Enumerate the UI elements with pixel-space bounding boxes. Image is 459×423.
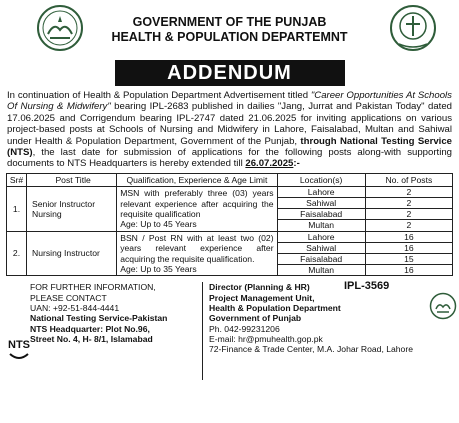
phone-line: Ph. 042-99231206 bbox=[209, 323, 280, 334]
deadline-date: 26.07.2025 bbox=[245, 158, 294, 170]
please-contact-line: PLEASE CONTACT bbox=[30, 292, 107, 303]
further-info-line: FOR FURTHER INFORMATION, bbox=[30, 282, 156, 293]
location-cell: Lahore bbox=[277, 186, 365, 197]
department-line: Health & Population Department bbox=[209, 303, 341, 314]
posts-count-cell: 2 bbox=[365, 220, 452, 231]
location-cell: Faisalabad bbox=[277, 254, 365, 265]
punjab-seal-small-icon bbox=[429, 292, 457, 320]
posts-count-cell: 2 bbox=[365, 186, 452, 197]
posts-count-cell: 15 bbox=[365, 254, 452, 265]
nts-logo-icon bbox=[8, 318, 30, 370]
email-line: E-mail: hr@pmuhealth.gop.pk bbox=[209, 333, 323, 344]
location-cell: Lahore bbox=[277, 231, 365, 242]
dept-line: HEALTH & POPULATION DEPARTEMNT bbox=[111, 30, 348, 44]
table-row bbox=[7, 231, 453, 242]
qualification-text: MSN with preferably three (03) years relevant experience after acquiring the requisite qualification bbox=[120, 188, 274, 219]
government-line: Government of Punjab bbox=[209, 313, 302, 324]
location-cell: Multan bbox=[277, 220, 365, 231]
row-qualification bbox=[117, 231, 277, 276]
qualification-text: BSN / Post RN with at least two (02) years relevant experience after acquiring the requisite qualification. bbox=[120, 233, 274, 264]
header-no-of-posts: No. of Posts bbox=[365, 173, 452, 186]
posts-count-cell: 16 bbox=[365, 242, 452, 253]
header-sr: Sr# bbox=[7, 173, 27, 186]
uan-line: UAN: +92-51-844-4441 bbox=[30, 303, 120, 314]
govt-line: GOVERNMENT OF THE PUNJAB bbox=[132, 15, 327, 29]
row-sr: 2. bbox=[7, 231, 27, 276]
table-row bbox=[7, 186, 453, 197]
row-post-title: Senior Instructor Nursing bbox=[27, 186, 117, 231]
footer-divider bbox=[202, 282, 203, 380]
addendum-paragraph bbox=[6, 90, 453, 170]
posts-count-cell: 2 bbox=[365, 209, 452, 220]
para-text-1: In continuation of Health & Population Department Advertisement titled bbox=[7, 90, 311, 101]
age-limit: Age: Up to 45 Years bbox=[120, 218, 197, 229]
age-limit: Age: Up to 35 Years bbox=[120, 263, 197, 274]
health-department-seal-icon bbox=[389, 4, 437, 52]
para-bold-nts: through National Testing Service (NTS) bbox=[7, 135, 452, 159]
address-line: 72-Finance & Trade Center, M.A. Johar Road, Lahore bbox=[209, 344, 413, 355]
ipl-number: IPL-3569 bbox=[344, 280, 390, 293]
director-contact-block bbox=[209, 282, 413, 354]
posts-count-cell: 16 bbox=[365, 231, 452, 242]
row-qualification bbox=[117, 186, 277, 231]
para-text-2: bearing IPL-2683 published in dailies "Jang, Jurrat and Pakistan Today" dated 17.06.2025 and Corrigendum bearing IPL-2747 dated 21.06.2025 for inviting applications on various project-based posts at Schools of Nursing and Midwifery in Lahore, Faisalabad, Multan and Sahiwal under Health & Population Department, Government of the Punjab, bbox=[7, 101, 453, 147]
header-locations: Location(s) bbox=[277, 173, 365, 186]
nts-logo-text: NTS bbox=[8, 339, 30, 352]
posts-table bbox=[6, 173, 453, 277]
location-cell: Sahiwal bbox=[277, 198, 365, 209]
location-cell: Multan bbox=[277, 265, 365, 276]
header bbox=[6, 2, 453, 58]
director-title-line: Director (Planning & HR) bbox=[209, 282, 310, 293]
posts-count-cell: 16 bbox=[365, 265, 452, 276]
row-post-title: Nursing Instructor bbox=[27, 231, 117, 276]
nts-contact-block bbox=[30, 282, 167, 344]
nts-hq-line: NTS Headquarter: Plot No.96, bbox=[30, 323, 150, 334]
row-sr: 1. bbox=[7, 186, 27, 231]
nts-name-line: National Testing Service-Pakistan bbox=[30, 313, 168, 324]
footer bbox=[6, 282, 453, 384]
nts-street-line: Street No. 4, H- 8/1, Islamabad bbox=[30, 333, 153, 344]
location-cell: Sahiwal bbox=[277, 242, 365, 253]
addendum-banner: ADDENDUM bbox=[115, 60, 345, 86]
government-title bbox=[6, 15, 453, 45]
pmu-line: Project Management Unit, bbox=[209, 292, 315, 303]
location-cell: Faisalabad bbox=[277, 209, 365, 220]
table-header-row bbox=[7, 173, 453, 186]
para-italic-title: "Career Opportunities At Schools Of Nursing & Midwifery" bbox=[7, 90, 452, 113]
header-qualification: Qualification, Experience & Age Limit bbox=[117, 173, 277, 186]
para-text-4: :- bbox=[293, 158, 300, 170]
posts-count-cell: 2 bbox=[365, 198, 452, 209]
para-text-3: , the last date for submission of applications for the following posts along-with supporting documents to NTS Headquarters is hereby extended till bbox=[7, 147, 452, 170]
header-post-title: Post Title bbox=[27, 173, 117, 186]
